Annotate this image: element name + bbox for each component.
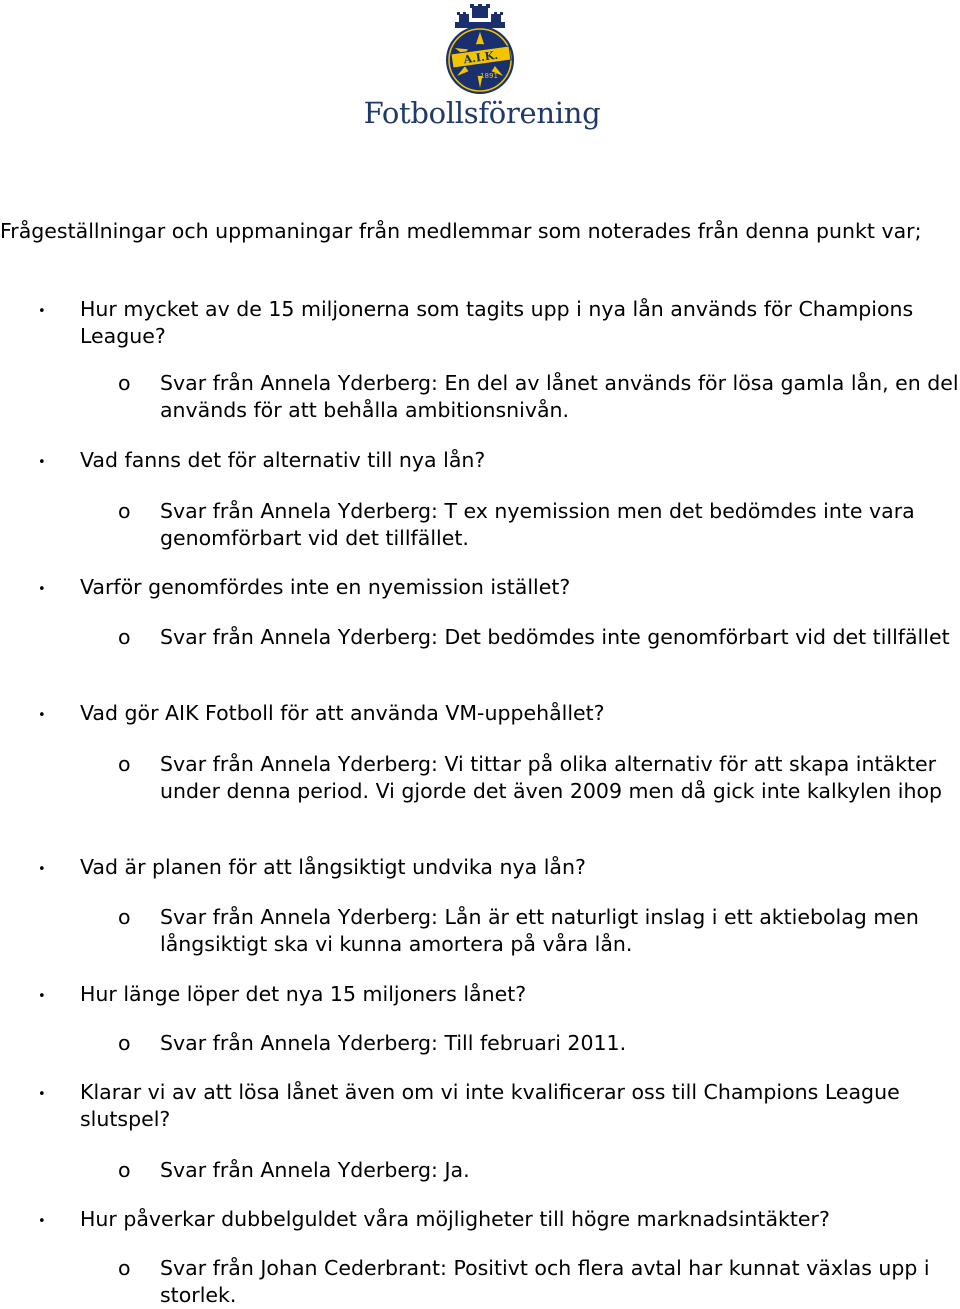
answer-item: Svar från Johan Cederbrant: Positivt och flera avtal har kunnat växlas upp i storlek. — [160, 1256, 930, 1307]
answer-marker: o — [118, 1158, 131, 1182]
question-item: Vad fanns det för alternativ till nya lån? — [80, 448, 486, 472]
answer-item: Svar från Annela Yderberg: Till februari 2011. — [160, 1031, 627, 1055]
question-item: Hur mycket av de 15 miljonerna som tagits upp i nya lån används för Champions League? — [80, 297, 914, 348]
aik-crest-logo — [437, 4, 523, 96]
bullet-marker: • — [38, 1087, 46, 1102]
question-item: Klarar vi av att lösa lånet även om vi inte kvalificerar oss till Champions League slutspel? — [80, 1080, 900, 1131]
answer-item: Svar från Annela Yderberg: Lån är ett naturligt inslag i ett aktiebolag men långsiktigt ska vi kunna amortera på våra lån. — [160, 905, 919, 956]
question-item: Hur påverkar dubbelguldet våra möjligheter till högre marknadsintäkter? — [80, 1207, 830, 1231]
bullet-marker: • — [38, 582, 46, 597]
bullet-marker: • — [38, 455, 46, 470]
bullet-marker: • — [38, 708, 46, 723]
answer-item: Svar från Annela Yderberg: En del av lånet används för lösa gamla lån, en del används för att behålla ambitionsnivån. — [160, 371, 959, 422]
answer-item: Svar från Annela Yderberg: Vi tittar på olika alternativ för att skapa intäkter under denna period. Vi gjorde det även 2009 men då gick inte kalkylen ihop — [160, 752, 943, 803]
bullet-marker: • — [38, 1214, 46, 1229]
answer-marker: o — [118, 905, 131, 929]
bullet-marker: • — [38, 304, 46, 319]
bullet-marker: • — [38, 862, 46, 877]
answer-marker: o — [118, 371, 131, 395]
organization-title: Fotbollsförening — [363, 96, 601, 130]
document-header — [0, 0, 960, 150]
question-item: Hur länge löper det nya 15 miljoners lånet? — [80, 982, 527, 1006]
answer-item: Svar från Annela Yderberg: Ja. — [160, 1158, 470, 1182]
answer-item: Svar från Annela Yderberg: Det bedömdes inte genomförbart vid det tillfället — [160, 625, 950, 649]
answer-marker: o — [118, 1031, 131, 1055]
answer-marker: o — [118, 499, 131, 523]
question-item: Vad gör AIK Fotboll för att använda VM-uppehållet? — [80, 701, 605, 725]
question-item: Varför genomfördes inte en nyemission istället? — [80, 575, 571, 599]
logo-text: A.I.K. — [462, 48, 499, 67]
intro-paragraph: Frågeställningar och uppmaningar från medlemmar som noterades från denna punkt var; — [0, 219, 922, 243]
logo-year: 1891 — [480, 72, 498, 80]
bullet-marker: • — [38, 989, 46, 1004]
answer-marker: o — [118, 1256, 131, 1280]
answer-marker: o — [118, 625, 131, 649]
answer-marker: o — [118, 752, 131, 776]
question-item: Vad är planen för att långsiktigt undvika nya lån? — [80, 855, 586, 879]
answer-item: Svar från Annela Yderberg: T ex nyemission men det bedömdes inte vara genomförbart vid det tillfället. — [160, 499, 915, 550]
